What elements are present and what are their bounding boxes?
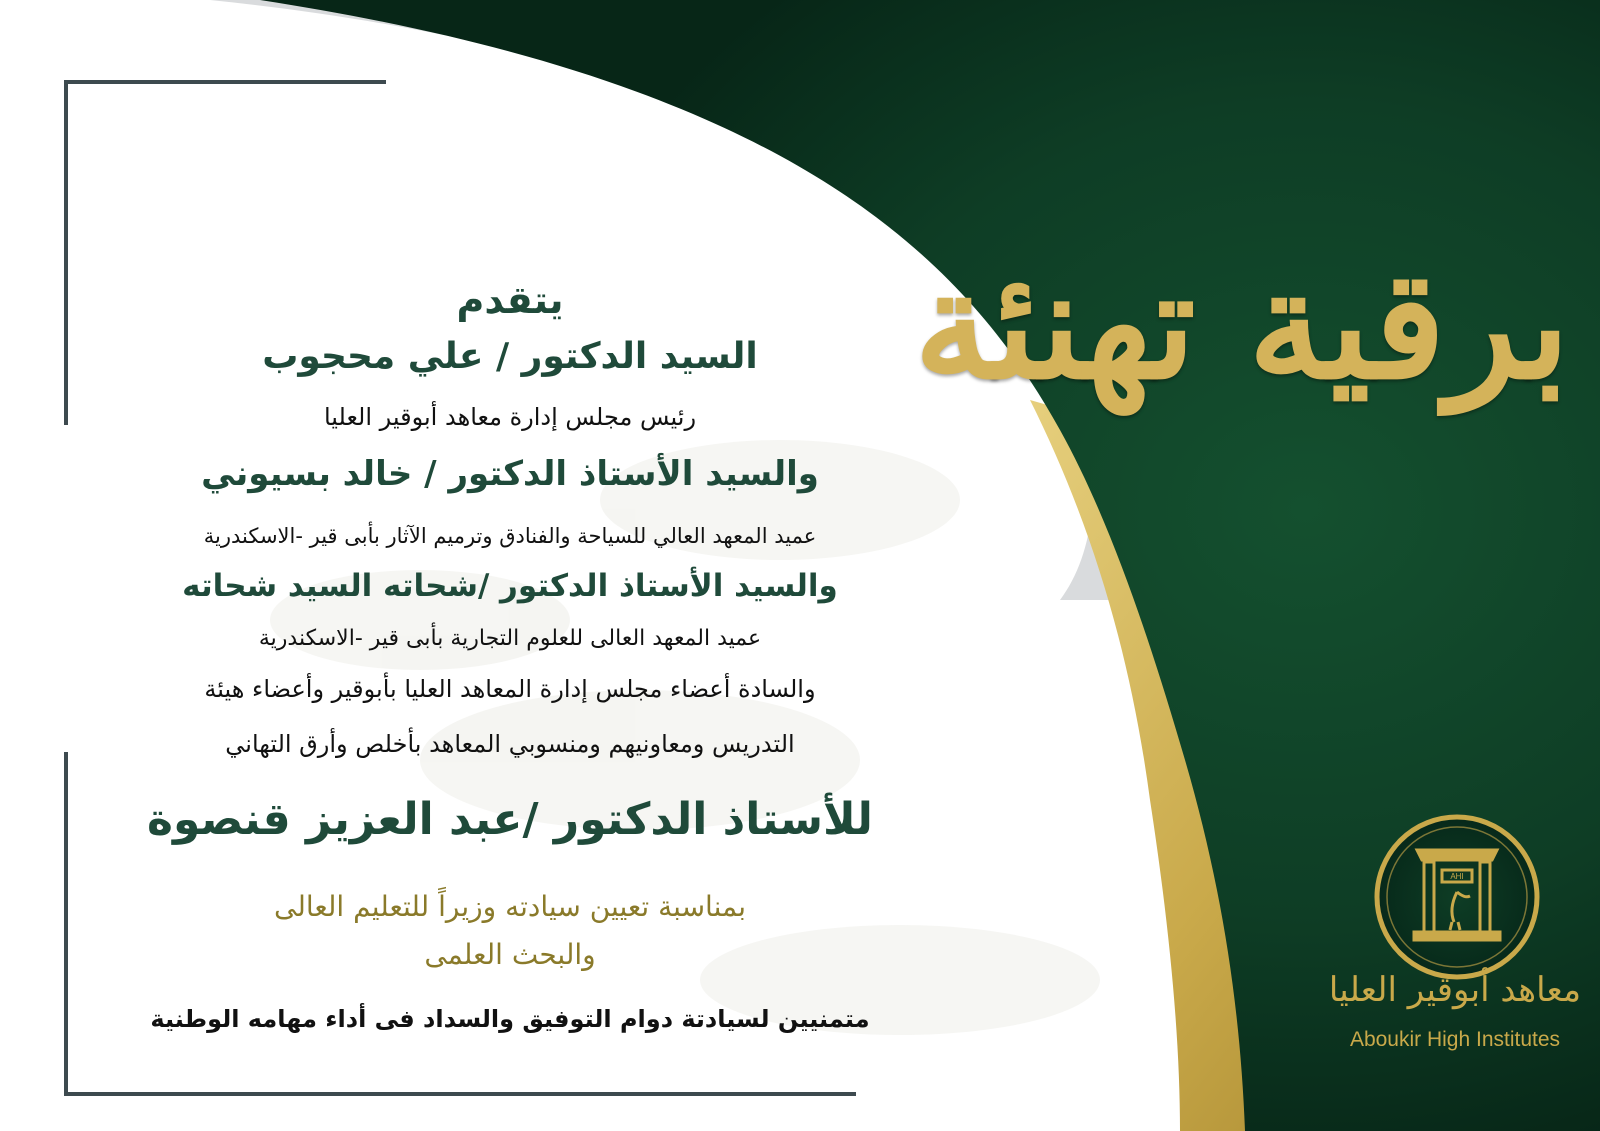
sender-2-title: عميد المعهد العالي للسياحة والفنادق وترميم الآثار بأبى قير -الاسكندرية xyxy=(203,524,817,548)
recipient-name: للأستاذ الدكتور /عبد العزيز قنصوة xyxy=(147,794,873,845)
sender-3-title: عميد المعهد العالى للعلوم التجارية بأبى قير -الاسكندرية xyxy=(258,626,762,651)
sender-1-title: رئيس مجلس إدارة معاهد أبوقير العليا xyxy=(323,403,697,431)
brand-name-english: Aboukir High Institutes xyxy=(1349,1028,1561,1051)
message-body xyxy=(100,0,920,1131)
frame-left-line-top xyxy=(64,80,68,425)
temple-icon xyxy=(1372,812,1542,982)
card-title: برقية تهنئة xyxy=(914,237,1570,413)
closing-wish: متمنيين لسيادتة دوام التوفيق والسداد فى أداء مهامه الوطنية xyxy=(150,1005,870,1033)
frame-left-line-bottom xyxy=(64,752,68,1096)
members-line-2: التدريس ومعاونيهم ومنسوبي المعاهد بأخلص وأرق التهاني xyxy=(225,730,795,758)
members-line-1: والسادة أعضاء مجلس إدارة المعاهد العليا بأبوقير وأعضاء هيئة xyxy=(204,675,816,703)
intro-line: يتقدم xyxy=(456,278,564,322)
brand-name-arabic: معاهد أبوقير العليا xyxy=(1328,970,1582,1010)
sender-3-name: والسيد الأستاذ الدكتور /شحاته السيد شحاته xyxy=(182,568,838,604)
occasion-line-2: والبحث العلمى xyxy=(424,938,596,971)
sender-1-name: السيد الدكتور / علي محجوب xyxy=(262,336,758,377)
logo-badge-text: AHI xyxy=(1450,872,1464,881)
occasion-line-1: بمناسبة تعيين سيادته وزيراً للتعليم العالى xyxy=(273,890,746,923)
aboukir-logo xyxy=(1372,812,1542,982)
sender-2-name: والسيد الأستاذ الدكتور / خالد بسيوني xyxy=(201,454,819,494)
